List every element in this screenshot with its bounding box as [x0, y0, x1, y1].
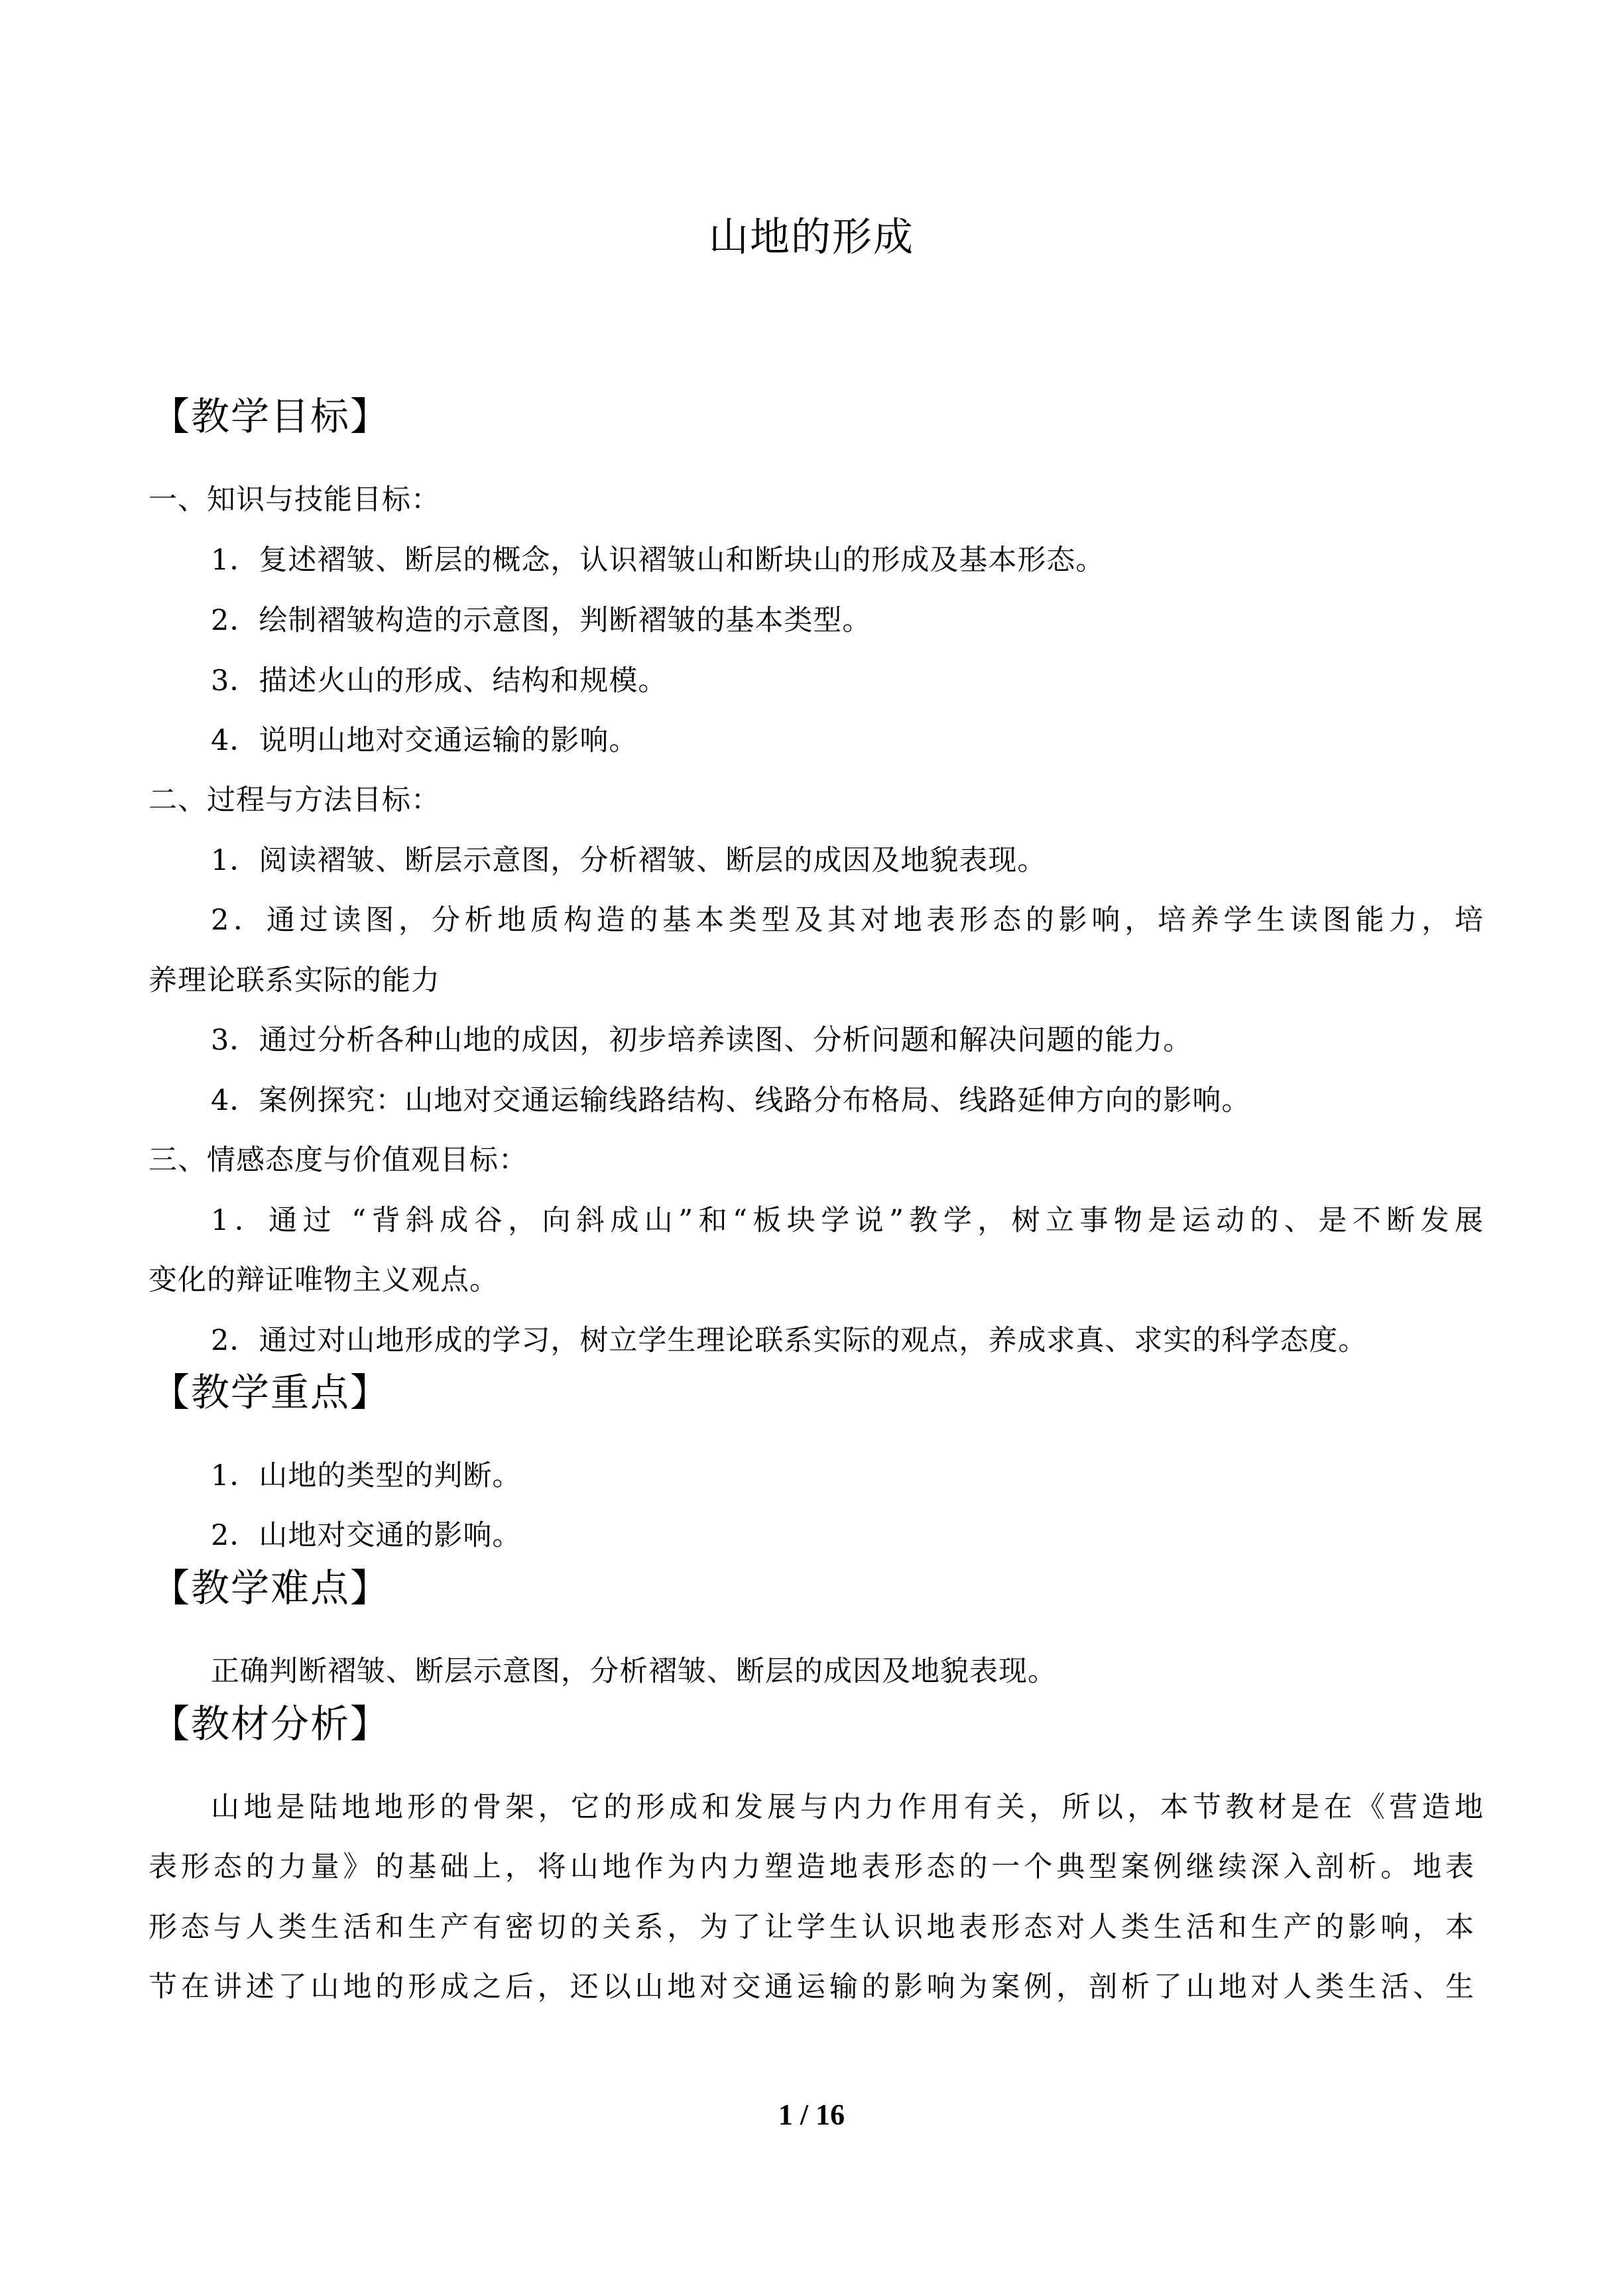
text-line: 1．复述褶皱、断层的概念，认识褶皱山和断块山的形成及基本形态。 [211, 544, 1105, 577]
text-line: 3．通过分析各种山地的成因，初步培养读图、分析问题和解决问题的能力。 [211, 1024, 1193, 1057]
text-line: 2．山地对交通的影响。 [211, 1519, 522, 1552]
text-line: 3．描述火山的形成、结构和规模。 [211, 664, 668, 697]
text-line: 2．通过对山地形成的学习，树立学生理论联系实际的观点，养成求真、求实的科学态度。 [211, 1324, 1368, 1357]
page-number: 1 / 16 [778, 2098, 845, 2131]
text-line: 节在讲述了山地的形成之后，还以山地对交通运输的影响为案例，剖析了山地对人类生活、生 [149, 1970, 1474, 2004]
text-line: 一、知识与技能目标： [149, 483, 440, 516]
section-heading-material-analysis: 【教材分析】 [151, 1701, 391, 1746]
text-line: 4．说明山地对交通运输的影响。 [211, 724, 638, 757]
text-line: 山地是陆地地形的骨架，它的形成和发展与内力作用有关，所以，本节教材是在《营造地 [211, 1791, 1484, 1824]
text-line: 正确判断褶皱、断层示意图，分析褶皱、断层的成因及地貌表现。 [211, 1655, 1057, 1688]
section-heading-key-points: 【教学重点】 [151, 1370, 391, 1415]
text-line: 1．通过 “背斜成谷，向斜成山”和“板块学说”教学，树立事物是运动的、是不断发展 [211, 1204, 1484, 1237]
text-line: 养理论联系实际的能力 [149, 964, 440, 997]
text-line: 2．绘制褶皱构造的示意图，判断褶皱的基本类型。 [211, 604, 872, 637]
page-title: 山地的形成 [709, 214, 914, 261]
section-heading-difficulties: 【教学难点】 [151, 1565, 391, 1610]
text-line: 4．案例探究：山地对交通运输线路结构、线路分布格局、线路延伸方向的影响。 [211, 1084, 1251, 1117]
text-line: 1．阅读褶皱、断层示意图，分析褶皱、断层的成因及地貌表现。 [211, 844, 1047, 877]
text-line: 三、情感态度与价值观目标： [149, 1144, 528, 1177]
text-line: 二、过程与方法目标： [149, 784, 440, 817]
text-line: 变化的辩证唯物主义观点。 [149, 1264, 499, 1297]
section-heading-objectives: 【教学目标】 [151, 394, 391, 439]
text-line: 1．山地的类型的判断。 [211, 1459, 522, 1492]
text-line: 表形态的力量》的基础上，将山地作为内力塑造地表形态的一个典型案例继续深入剖析。地表 [149, 1850, 1474, 1884]
text-line: 2．通过读图，分析地质构造的基本类型及其对地表形态的影响，培养学生读图能力，培 [211, 904, 1484, 937]
text-line: 形态与人类生活和生产有密切的关系，为了让学生认识地表形态对人类生活和生产的影响，本 [149, 1911, 1474, 1944]
